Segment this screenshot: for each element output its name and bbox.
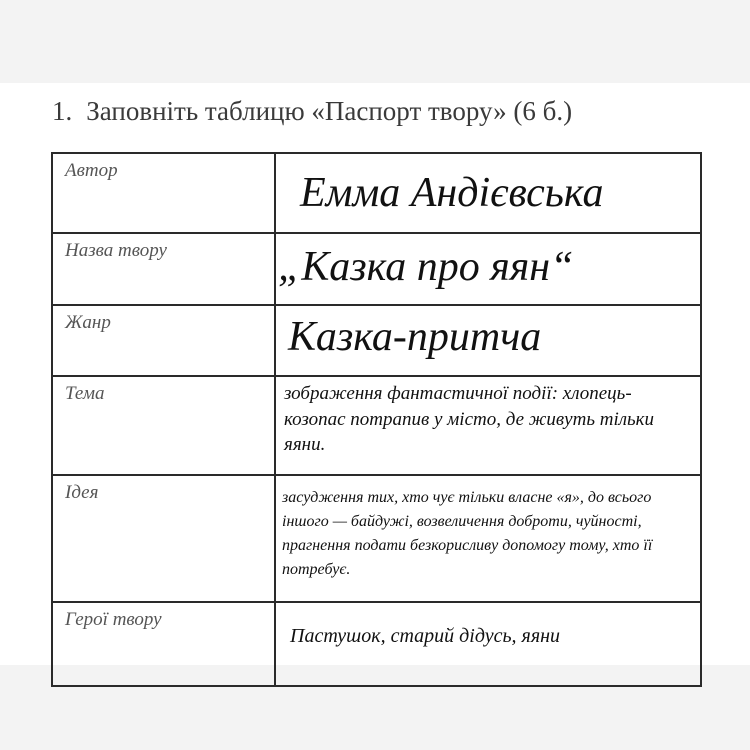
row-value-heroes: Пастушок, старий дідусь, яяни <box>275 602 701 686</box>
row-value-author: Емма Андієвська <box>275 153 701 233</box>
row-value-idea: засудження тих, хто чує тільки власне «я», до всього іншого — байдужі, возвеличення доброти, чуйності, прагнення подати безкорисливу допомогу тому, хто її потребує. <box>275 475 701 602</box>
row-label: Герої твору <box>52 602 275 686</box>
task-number: 1. <box>52 96 73 126</box>
row-value-title: „Казка про яян“ <box>275 233 701 305</box>
row-label: Жанр <box>52 305 275 376</box>
row-value-theme: зображення фантастичної події: хлопець-козопас потрапив у місто, де живуть тільки яяни. <box>275 376 701 475</box>
table-row-title <box>52 233 701 305</box>
table-row-theme <box>52 376 701 475</box>
table-row-genre <box>52 305 701 376</box>
table-row-idea <box>52 475 701 602</box>
task-heading <box>52 96 572 127</box>
row-value-genre: Казка-притча <box>275 305 701 376</box>
task-text: Заповніть таблицю «Паспорт твору» (6 б.) <box>86 96 573 126</box>
table-row-author <box>52 153 701 233</box>
row-label: Ідея <box>52 475 275 602</box>
row-label: Автор <box>52 153 275 233</box>
row-label: Назва твору <box>52 233 275 305</box>
passport-table <box>51 152 702 687</box>
table-row-heroes <box>52 602 701 686</box>
row-label: Тема <box>52 376 275 475</box>
